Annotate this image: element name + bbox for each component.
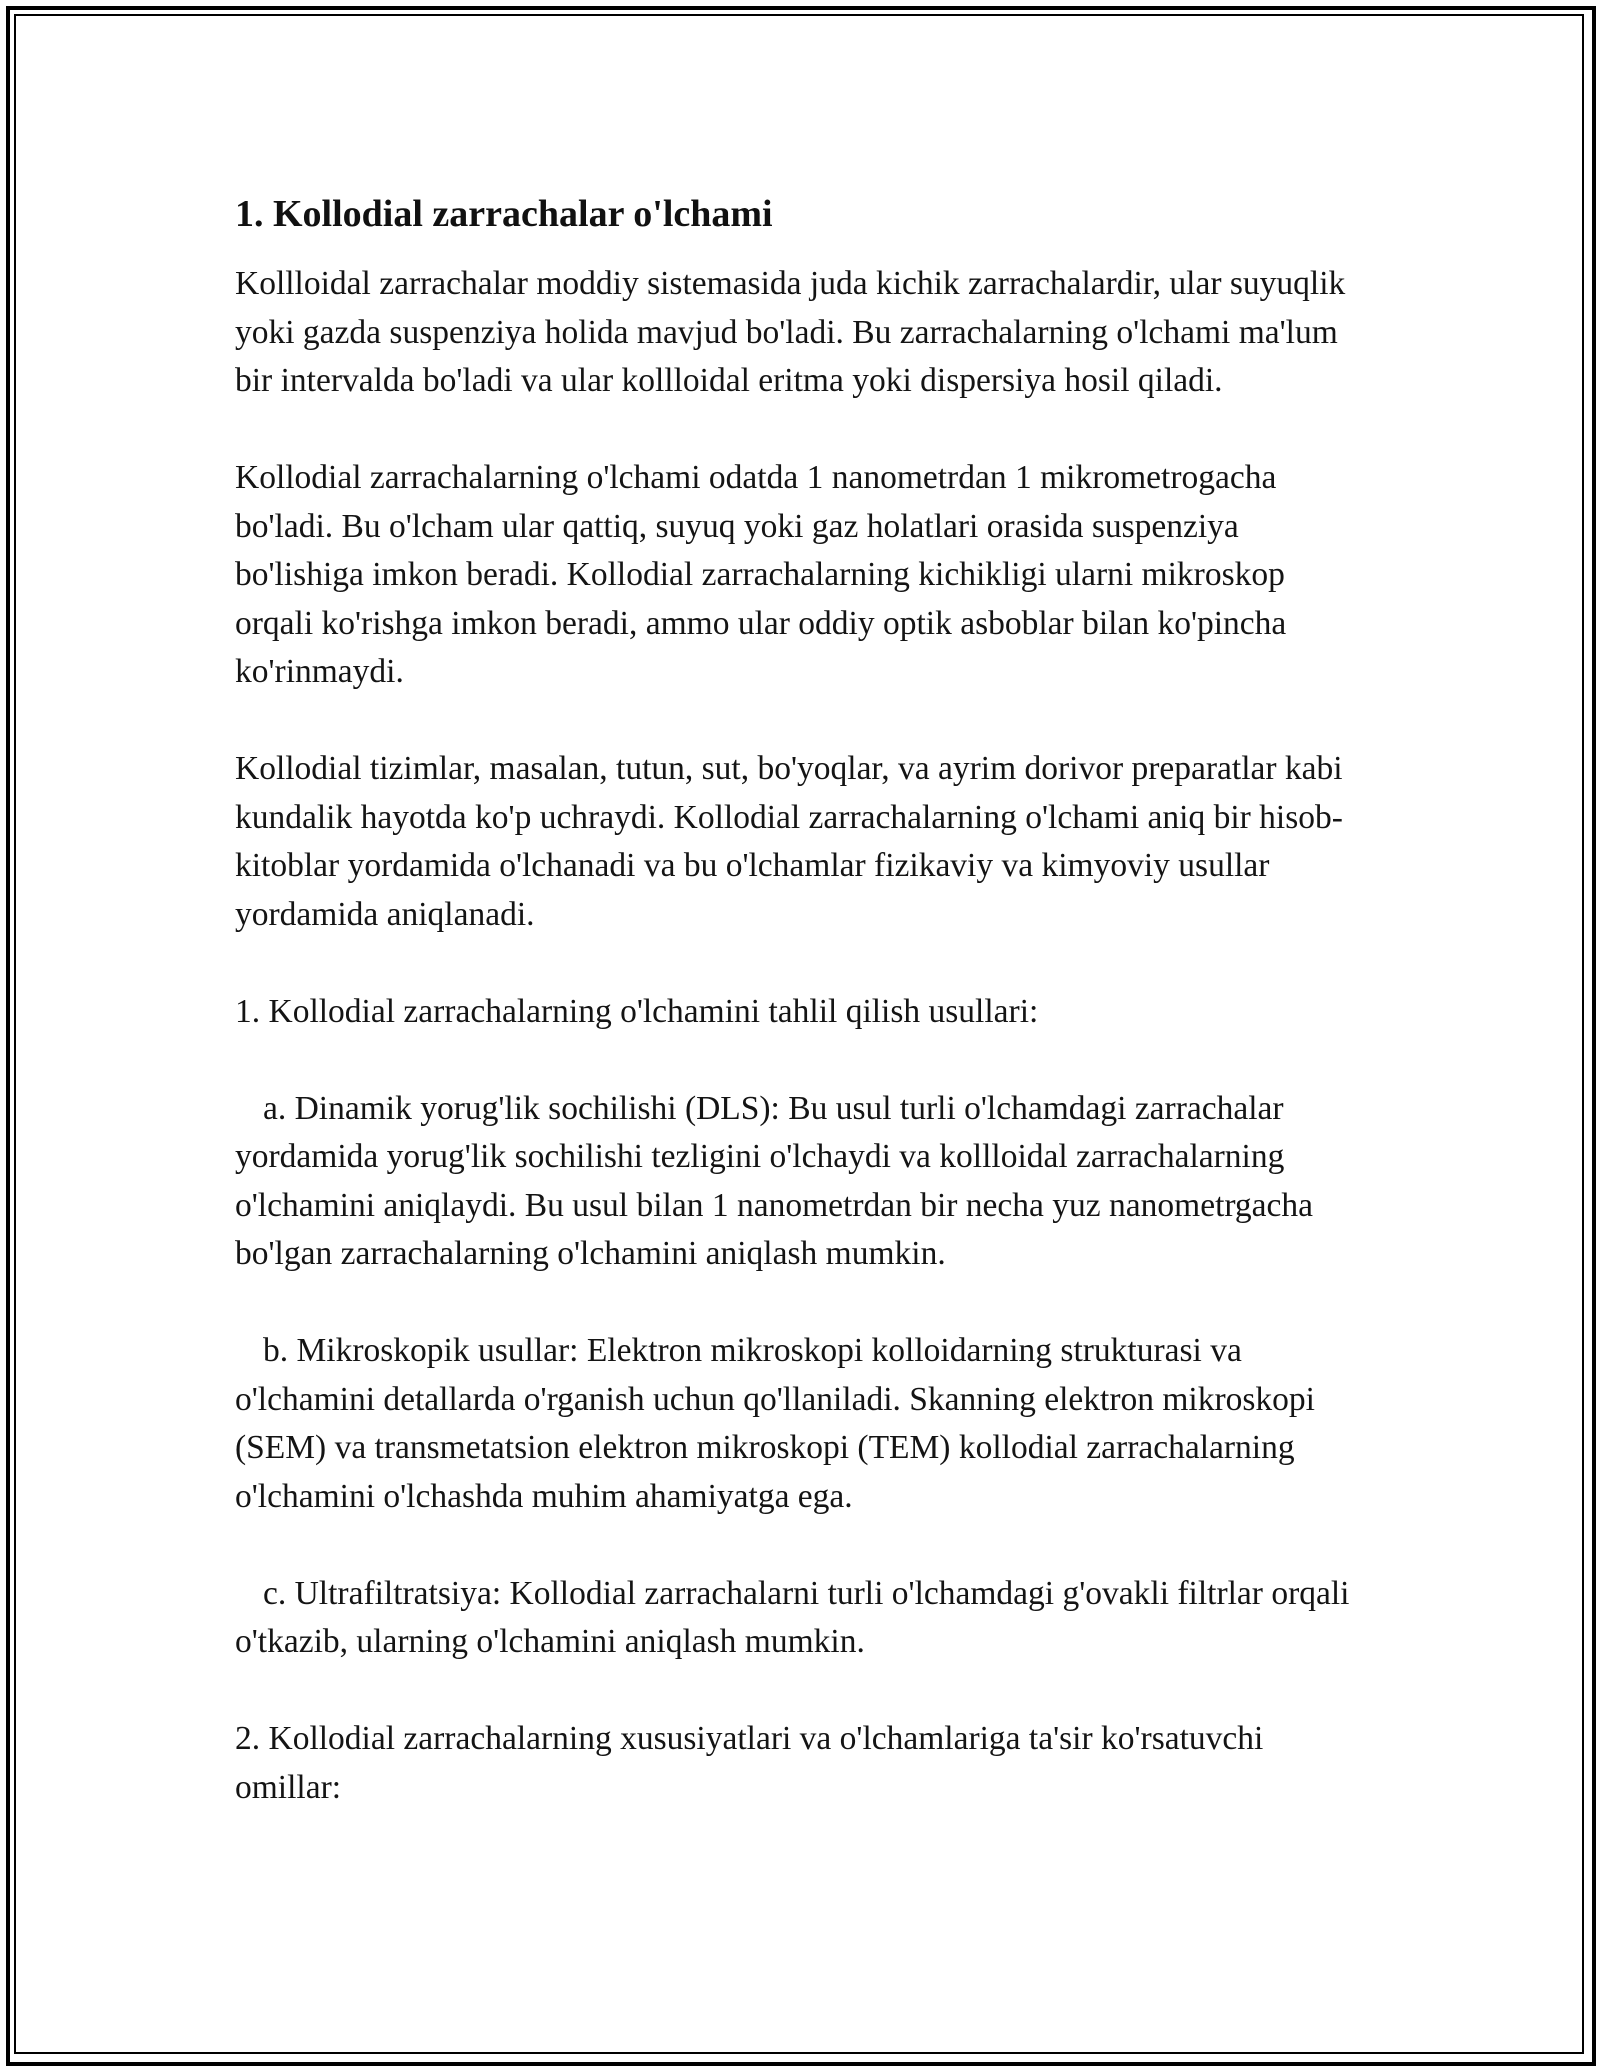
paragraph-intro: Kollloidal zarrachalar moddiy sistemasida juda kichik zarrachalardir, ular suyuqlik yoki gazda suspenziya holida mavjud bo'ladi. Bu zarrachalarning o'lchami ma'lum bir intervalda bo'ladi va ular kollloidal eritma yoki dispersiya hosil qiladi. [235, 265, 1346, 399]
paragraph-examples: Kollodial tizimlar, masalan, tutun, sut, bo'yoqlar, va ayrim dorivor preparatlar kabi kundalik hayotda ko'p uchraydi. Kollodial zarrachalarning o'lchami aniq bir hisob-kitoblar yordamida o'lchanadi va bu o'lchamlar fizikaviy va kimyoviy usullar yordamida aniqlanadi. [235, 750, 1343, 933]
document-title: 1. Kollodial zarrachalar o'lchami [235, 193, 773, 235]
paragraph-size-range: Kollodial zarrachalarning o'lchami odatda 1 nanometrdan 1 mikrometrogacha bo'ladi. Bu o'lcham ular qattiq, suyuq yoki gaz holatlari orasida suspenziya bo'lishiga imkon beradi. Kollodial zarrachalarning kichikligi ularni mikroskop orqali ko'rishga imkon beradi, ammo ular oddiy optik asboblar bilan ko'pincha ko'rinmaydi. [235, 459, 1287, 690]
section-heading-methods: 1. Kollodial zarrachalarning o'lchamini tahlil qilish usullari: [235, 992, 1039, 1030]
list-item-ultrafiltration: c. Ultrafiltratsiya: Kollodial zarrachalarni turli o'lchamdagi g'ovakli filtrlar orqali o'tkazib, ularning o'lchamini aniqlash mumkin. [235, 1574, 1350, 1660]
section-heading-factors: 2. Kollodial zarrachalarning xususiyatlari va o'lchamlariga ta'sir ko'rsatuvchi omillar: [235, 1720, 1264, 1806]
list-item-dls: a. Dinamik yorug'lik sochilishi (DLS): Bu usul turli o'lchamdagi zarrachalar yordamida yorug'lik sochilishi tezligini o'lchaydi va kollloidal zarrachalarning o'lchamini aniqlaydi. Bu usul bilan 1 nanometrdan bir necha yuz nanometrgacha bo'lgan zarrachalarning o'lchamini aniqlash mumkin. [235, 1089, 1314, 1272]
document-body [235, 190, 1370, 1861]
list-item-microscopy: b. Mikroskopik usullar: Elektron mikroskopi kolloidarning strukturasi va o'lchamini detallarda o'rganish uchun qo'llaniladi. Skanning elektron mikroskopi (SEM) va transmetatsion elektron mikroskopi (TEM) kollodial zarrachalarning o'lchamini o'lchashda muhim ahamiyatga ega. [235, 1332, 1315, 1515]
